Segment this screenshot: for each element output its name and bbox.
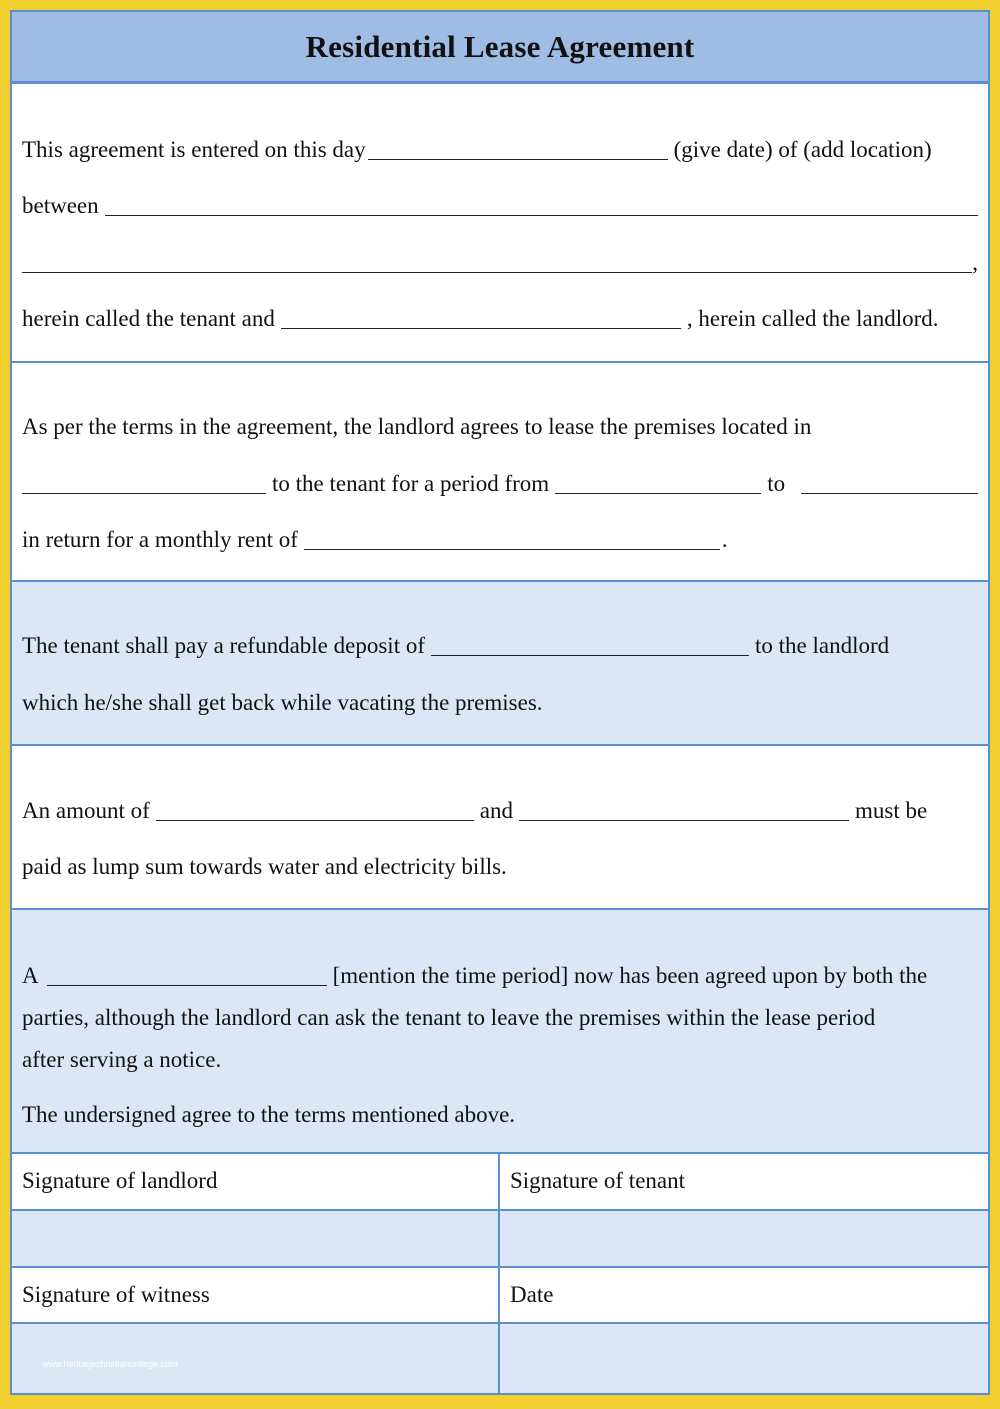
document-title: Residential Lease Agreement (305, 28, 695, 64)
tenant-name-blank[interactable] (105, 214, 978, 216)
period-from-text: to the tenant for a period from (272, 471, 550, 496)
lease-form (10, 10, 990, 1395)
deposit-text: The tenant shall pay a refundable deposit of (22, 633, 425, 658)
premises-intro-text: As per the terms in the agreement, the landlord agrees to lease the premises located in (22, 414, 812, 439)
bills-description-line (22, 853, 978, 881)
to-landlord-text: to the landlord (755, 633, 890, 658)
premises-location-blank[interactable] (22, 492, 266, 494)
date-field[interactable] (500, 1324, 988, 1393)
date-label: Date (510, 1282, 554, 1307)
between-line (22, 192, 978, 220)
landlord-name-blank[interactable] (281, 327, 681, 329)
deposit-return-line (22, 689, 978, 717)
water-amount-blank[interactable] (156, 819, 474, 821)
premises-intro-line (22, 413, 978, 441)
deposit-line (22, 632, 978, 660)
rent-text: in return for a monthly rent of (22, 527, 298, 552)
time-period-line (22, 962, 978, 990)
date-location-hint: (give date) of (add location) (673, 137, 932, 162)
period-mark: . (721, 527, 728, 552)
must-be-text: must be (854, 798, 928, 823)
agreement-date-line (22, 136, 978, 164)
period-section (12, 910, 988, 1154)
parties-section (12, 84, 988, 363)
premises-section (12, 363, 988, 582)
period-to-text: to (767, 471, 786, 496)
landlord-signature-field[interactable] (12, 1211, 500, 1266)
period-start-blank[interactable] (555, 492, 761, 494)
parties-agreement-text: parties, although the landlord can ask the tenant to leave the premises within the lease period (22, 1005, 876, 1030)
undersigned-text: The undersigned agree to the terms mentioned above. (22, 1102, 516, 1127)
landlord-called-text: , herein called the landlord. (686, 306, 939, 331)
tenant-called-text: herein called the tenant and (22, 306, 275, 331)
and-text: and (479, 798, 513, 823)
signature-field-row-1 (12, 1211, 988, 1268)
electricity-amount-blank[interactable] (519, 819, 849, 821)
agreement-intro-text: This agreement is entered on this day (22, 137, 366, 162)
watermark: www.heritagechristiancollege.com (42, 1359, 178, 1369)
notice-text: after serving a notice. (22, 1047, 222, 1072)
monthly-rent-blank[interactable] (304, 548, 720, 550)
tenant-signature-label: Signature of tenant (510, 1168, 686, 1193)
article-a-text: A (22, 963, 39, 988)
comma-text: , (972, 250, 978, 275)
deposit-amount-blank[interactable] (431, 654, 749, 656)
deposit-section (12, 582, 988, 746)
period-end-blank[interactable] (801, 492, 978, 494)
undersigned-line (22, 1101, 978, 1129)
date-blank[interactable] (368, 158, 668, 160)
title-bar (12, 12, 988, 84)
landlord-line (22, 305, 978, 333)
bills-section (12, 746, 988, 910)
witness-signature-label: Signature of witness (12, 1268, 500, 1322)
bills-amount-line (22, 797, 978, 825)
rent-line (22, 526, 978, 554)
lease-period-line (22, 470, 978, 498)
deposit-return-text: which he/she shall get back while vacating the premises. (22, 690, 543, 715)
time-period-hint: [mention the time period] now has been agreed upon by both the (332, 963, 928, 988)
tenant-name-blank-continued[interactable] (22, 271, 972, 273)
tenant-continuation-line (22, 249, 978, 277)
bills-description-text: paid as lump sum towards water and electricity bills. (22, 854, 507, 879)
landlord-signature-label: Signature of landlord (12, 1154, 500, 1209)
notice-line (22, 1046, 978, 1074)
time-period-blank[interactable] (47, 984, 327, 986)
amount-of-text: An amount of (22, 798, 150, 823)
between-label: between (22, 193, 99, 218)
parties-agreement-line (22, 1004, 978, 1032)
signature-label-row-2 (12, 1268, 988, 1324)
signature-label-row-1 (12, 1154, 988, 1211)
tenant-signature-field[interactable] (500, 1211, 988, 1266)
